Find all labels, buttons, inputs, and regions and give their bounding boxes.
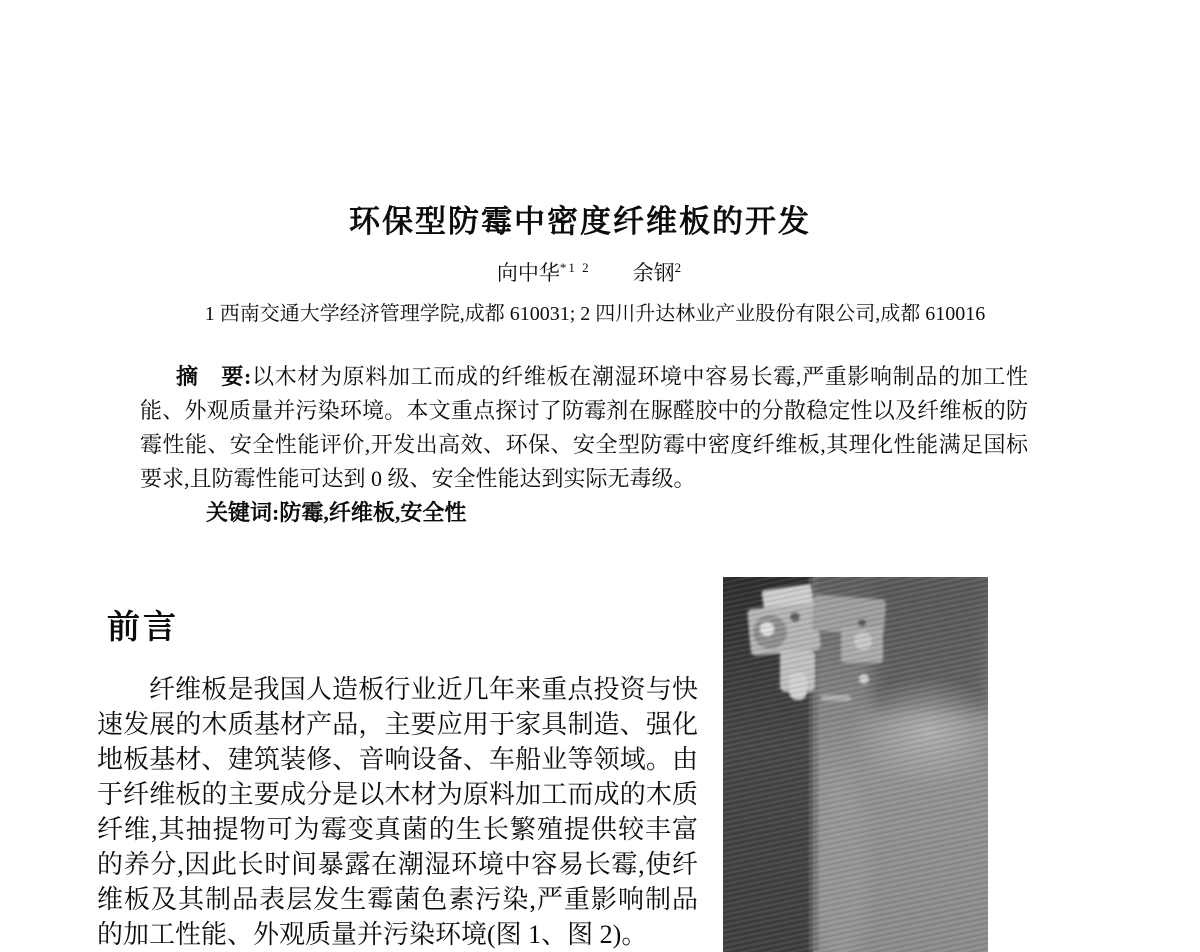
figure-photo-moldy-panel — [723, 577, 988, 952]
abstract-label: 摘 要: — [176, 364, 252, 389]
keywords-label: 关键词: — [206, 500, 280, 525]
intro-paragraph: 纤维板是我国人造板行业近几年来重点投资与快速发展的木质基材产品，主要应用于家具制造、强化地板基材、建筑装修、音响设备、车船业等领域。由于纤维板的主要成分是以木材为原料加工而成的木质纤维,其抽提物可为霉变真菌的生长繁殖提供较丰富的养分,因此长时间暴露在潮湿环境中容易长霉,使纤维板及其制品表层发生霉菌色素污染,严重影响制品的加工性能、外观质量并污染环境(图 1、图 2)。 — [97, 675, 698, 949]
author-1-superscript: *1 2 — [559, 260, 591, 275]
author-2-superscript: 2 — [674, 260, 684, 275]
author-1: 向中华 — [496, 261, 560, 285]
keywords-line — [140, 496, 1028, 530]
affiliation-line: 1 西南交通大学经济管理学院,成都 610031; 2 四川升达林业产业股份有限公司,成都 610016 — [204, 303, 986, 325]
abstract-block — [140, 360, 1028, 530]
section-heading-foreword: 前言 — [107, 608, 179, 646]
figure-photo-rendering — [723, 577, 988, 952]
keywords-text: 防霉,纤维板,安全性 — [279, 500, 467, 525]
abstract-paragraph — [140, 360, 1028, 496]
abstract-text: 以木材为原料加工而成的纤维板在潮湿环境中容易长霉,严重影响制品的加工性能、外观质量并污染环境。本文重点探讨了防霉剂在脲醛胶中的分散稳定性以及纤维板的防霉性能、安全性能评价,开发出高效、环保、安全型防霉中密度纤维板,其理化性能满足国标要求,且防霉性能可达到 0 级、安全性能达到实际无毒级。 — [140, 364, 1028, 491]
paper-title: 环保型防霉中密度纤维板的开发 — [349, 203, 811, 239]
author-line — [0, 257, 1180, 287]
author-2: 余钢 — [632, 261, 675, 285]
